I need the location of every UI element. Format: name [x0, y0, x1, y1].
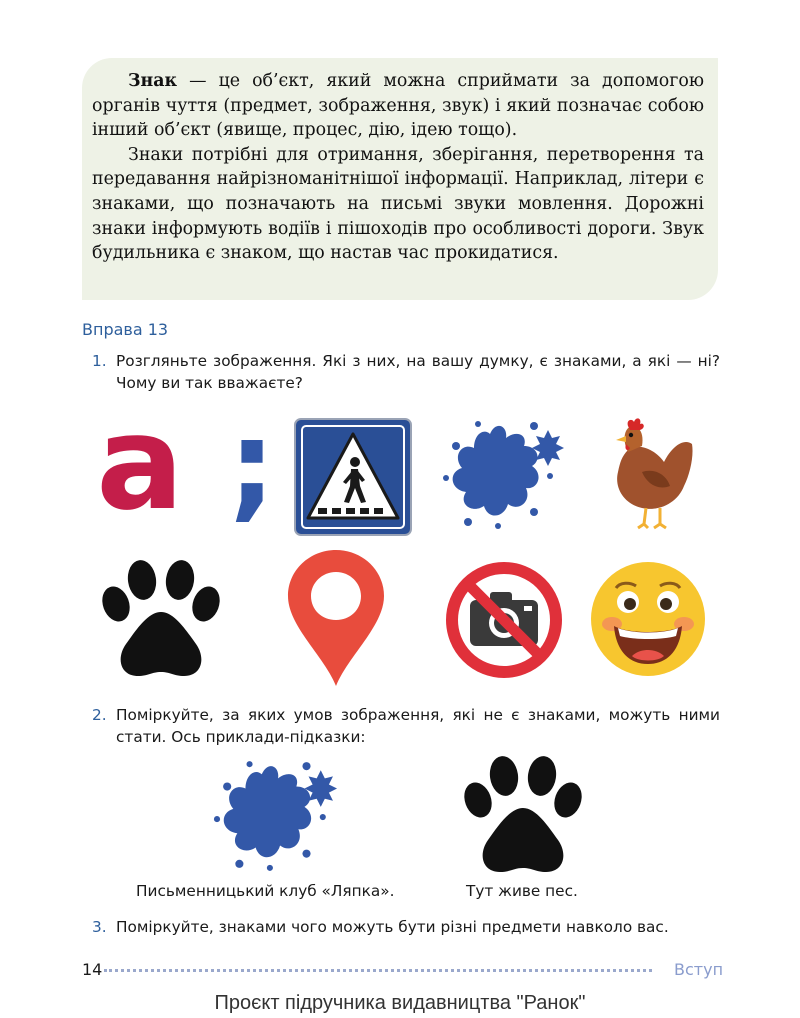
task-1: [92, 350, 720, 394]
task-3-text: Поміркуйте, знаками чого можуть бути різні предмети навколо вас.: [116, 918, 669, 936]
publisher-note: Проєкт підручника видавництва "Ранок": [214, 992, 586, 1014]
definition-paragraph-2: Знаки потрібні для отримання, зберігання, перетворення та передавання найрізноманітнішої інформації. Наприклад, літери є знаками, що позначають на письмі звуки мовлення. Дорожні знаки інформують водіїв і пішоходів про особливості дороги. Звук будильника є знаком, що настав час прокидатися.: [92, 144, 704, 264]
caption-blot: Письменницький клуб «Ляпка».: [136, 882, 395, 900]
footer-divider: [104, 969, 652, 972]
page-number: 14: [82, 960, 103, 979]
task-2-text: Поміркуйте, за яких умов зображення, які не є знаками, можуть ними стати. Ось приклади-підказки:: [116, 706, 720, 746]
ink-blot-icon: [438, 416, 570, 532]
definition-paragraph-1: [92, 69, 704, 143]
task-3-number: 3.: [92, 918, 107, 936]
exercise-title: Вправа 13: [82, 320, 169, 339]
map-pin-icon: [286, 548, 386, 688]
no-camera-sign-icon: [444, 560, 564, 680]
semicolon-icon: [226, 414, 278, 522]
letter-a-icon: [92, 420, 188, 516]
paw-print-example-icon: [460, 756, 586, 876]
task-3: [92, 916, 720, 938]
definition-text: [92, 69, 704, 266]
task-1-text: Розгляньте зображення. Які з них, на вашу думку, є знаками, а які — ні? Чому ви так вважаєте?: [116, 352, 720, 392]
task-2-number: 2.: [92, 706, 107, 724]
letter-a-glyph: a: [96, 420, 184, 516]
ink-blot-example-icon: [208, 756, 344, 874]
section-name: Вступ: [674, 960, 724, 979]
semicolon-glyph: ;: [228, 414, 276, 522]
hen-icon: [598, 416, 696, 532]
definition-term: Знак: [128, 71, 178, 91]
laughing-emoji-icon: [588, 560, 708, 678]
definition-text-rest: — це об’єкт, який можна сприймати за допомогою органів чуття (предмет, зображення, звук) і який позначає собою інший об’єкт (явище, процес, дію, ідею тощо).: [92, 71, 704, 141]
pedestrian-crossing-sign-icon: [294, 418, 412, 536]
task-2: [92, 704, 720, 748]
caption-paw: Тут живе пес.: [466, 882, 578, 900]
task-1-number: 1.: [92, 352, 107, 370]
paw-print-icon: [100, 560, 222, 680]
